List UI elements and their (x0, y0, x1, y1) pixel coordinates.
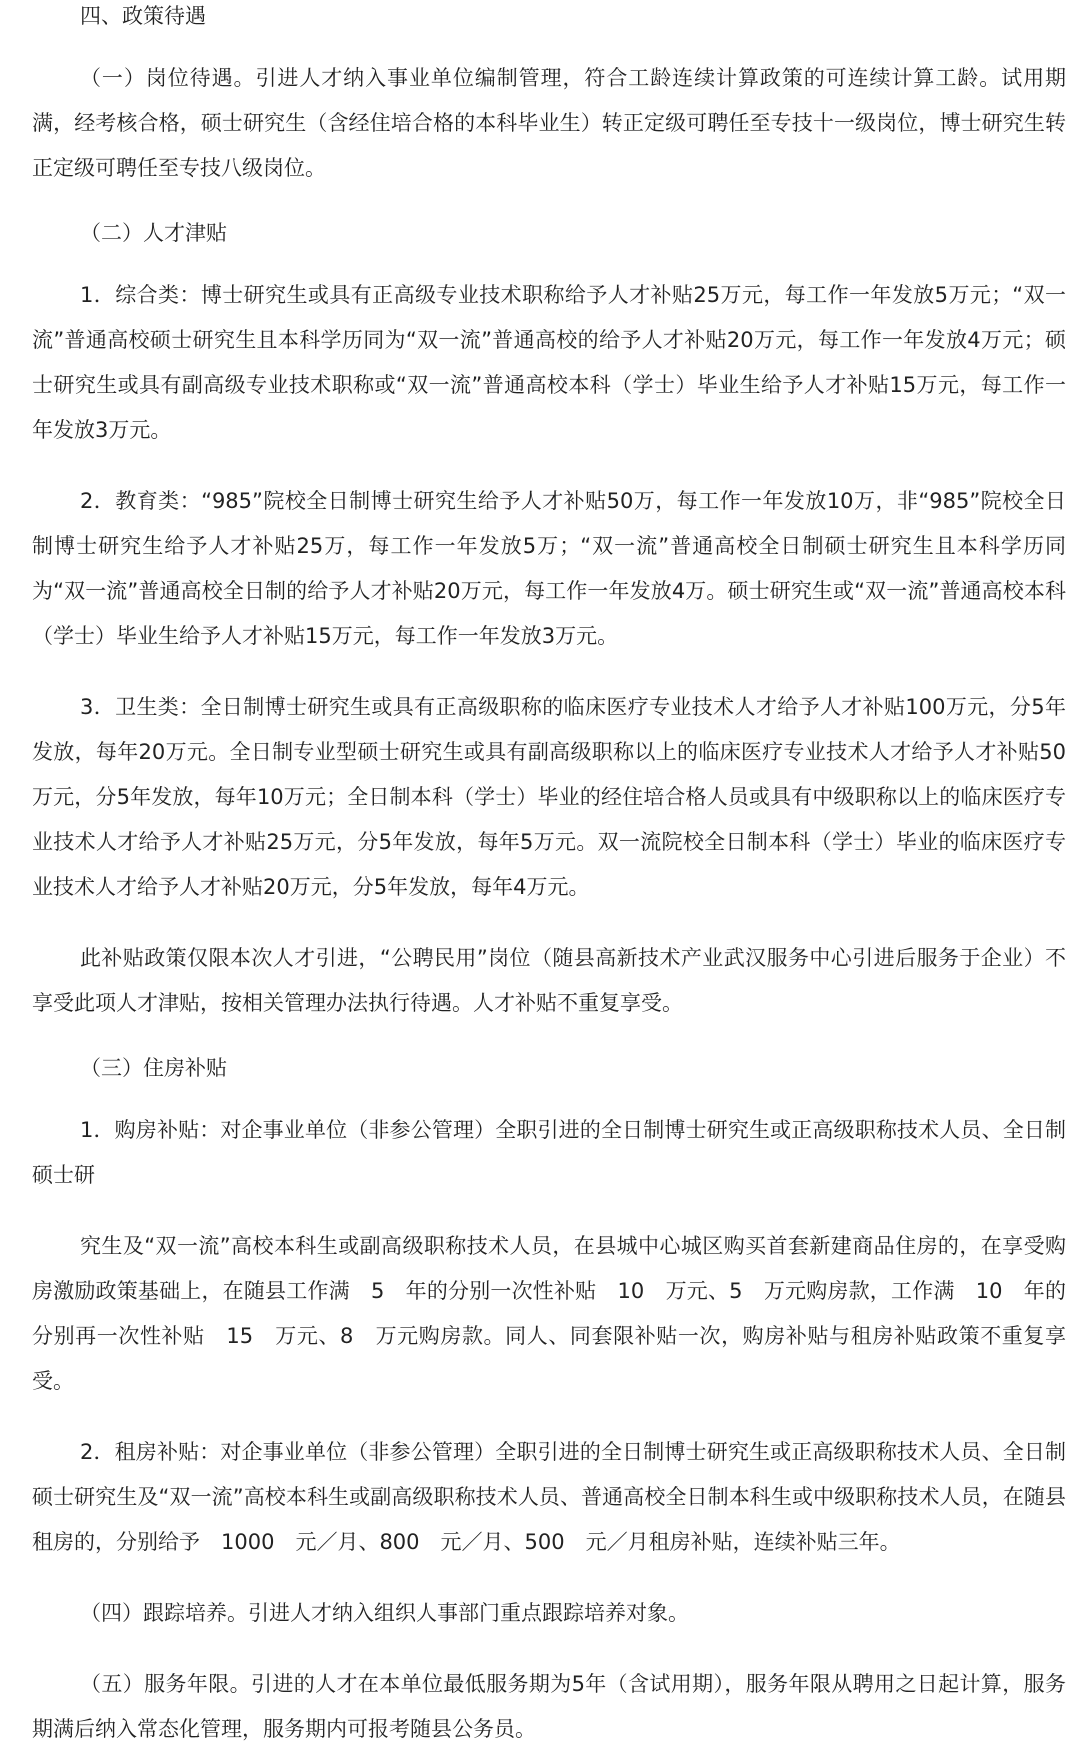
paragraph-rental-subsidy: 2．租房补贴：对企事业单位（非参公管理）全职引进的全日制博士研究生或正高级职称技术人员、全日制硕士研究生及“双一流”高校本科生或副高级职称技术人员、普通高校全日制本科生或中级职称技术人员，在随县租房的，分别给予 1000 元／月、800 元／月、500 元／月租房补贴，连续补贴三年。 (32, 1440, 1066, 1554)
paragraph-tracking-training: （四）跟踪培养。引进人才纳入组织人事部门重点跟踪培养对象。 (80, 1601, 689, 1625)
paragraph-health-category: 3．卫生类：全日制博士研究生或具有正高级职称的临床医疗专业技术人才给予人才补贴100万元，分5年发放，每年20万元。全日制专业型硕士研究生或具有副高级职称以上的临床医疗专业技术人才给予人才补贴50万元，分5年发放，每年10万元；全日制本科（学士）毕业的经住培合格人员或具有中级职称以上的临床医疗专业技术人才给予人才补贴25万元，分5年发放，每年5万元。双一流院校全日制本科（学士）毕业的临床医疗专业技术人才给予人才补贴20万元，分5年发放，每年4万元。 (32, 695, 1067, 899)
paragraph-general-category: 1．综合类：博士研究生或具有正高级专业技术职称给予人才补贴25万元，每工作一年发放5万元；“双一流”普通高校硕士研究生且本科学历同为“双一流”普通高校的给予人才补贴20万元，每工作一年发放4万元；硕士研究生或具有副高级专业技术职称或“双一流”普通高校本科（学士）毕业生给予人才补贴15万元，每工作一年发放3万元。 (32, 283, 1066, 442)
paragraph-purchase-subsidy: 1．购房补贴：对企事业单位（非参公管理）全职引进的全日制博士研究生或正高级职称技术人员、全日制硕士研 (32, 1118, 1066, 1187)
paragraph-service-term: （五）服务年限。引进的人才在本单位最低服务期为5年（含试用期），服务年限从聘用之日起计算，服务期满后纳入常态化管理，服务期内可报考随县公务员。 (32, 1672, 1066, 1741)
paragraph-purchase-subsidy-continued: 究生及“双一流”高校本科生或副高级职称技术人员，在县城中心城区购买首套新建商品住房的，在享受购房激励政策基础上，在随县工作满 5 年的分别一次性补贴 10 万元、5 万元购房款，工作满 10 年的分别再一次性补贴 15 万元、8 万元购房款。同人、同套限补贴一次，购房补贴与租房补贴政策不重复享受。 (32, 1234, 1066, 1393)
paragraph-allowance-limits: 此补贴政策仅限本次人才引进，“公聘民用”岗位（随县高新技术产业武汉服务中心引进后服务于企业）不享受此项人才津贴，按相关管理办法执行待遇。人才补贴不重复享受。 (32, 946, 1066, 1015)
section-title: 四、政策待遇 (80, 4, 206, 28)
subheading-talent-allowance: （二）人才津贴 (80, 221, 227, 245)
subheading-housing-subsidy: （三）住房补贴 (80, 1056, 227, 1080)
paragraph-post-treatment: （一）岗位待遇。引进人才纳入事业单位编制管理，符合工龄连续计算政策的可连续计算工龄。试用期满，经考核合格，硕士研究生（含经住培合格的本科毕业生）转正定级可聘任至专技十一级岗位，博士研究生转正定级可聘任至专技八级岗位。 (32, 66, 1066, 180)
paragraph-education-category: 2．教育类：“985”院校全日制博士研究生给予人才补贴50万，每工作一年发放10万，非“985”院校全日制博士研究生给予人才补贴25万，每工作一年发放5万；“双一流”普通高校全日制硕士研究生且本科学历同为“双一流”普通高校全日制的给予人才补贴20万元，每工作一年发放4万。硕士研究生或“双一流”普通高校本科（学士）毕业生给予人才补贴15万元，每工作一年发放3万元。 (32, 489, 1066, 648)
